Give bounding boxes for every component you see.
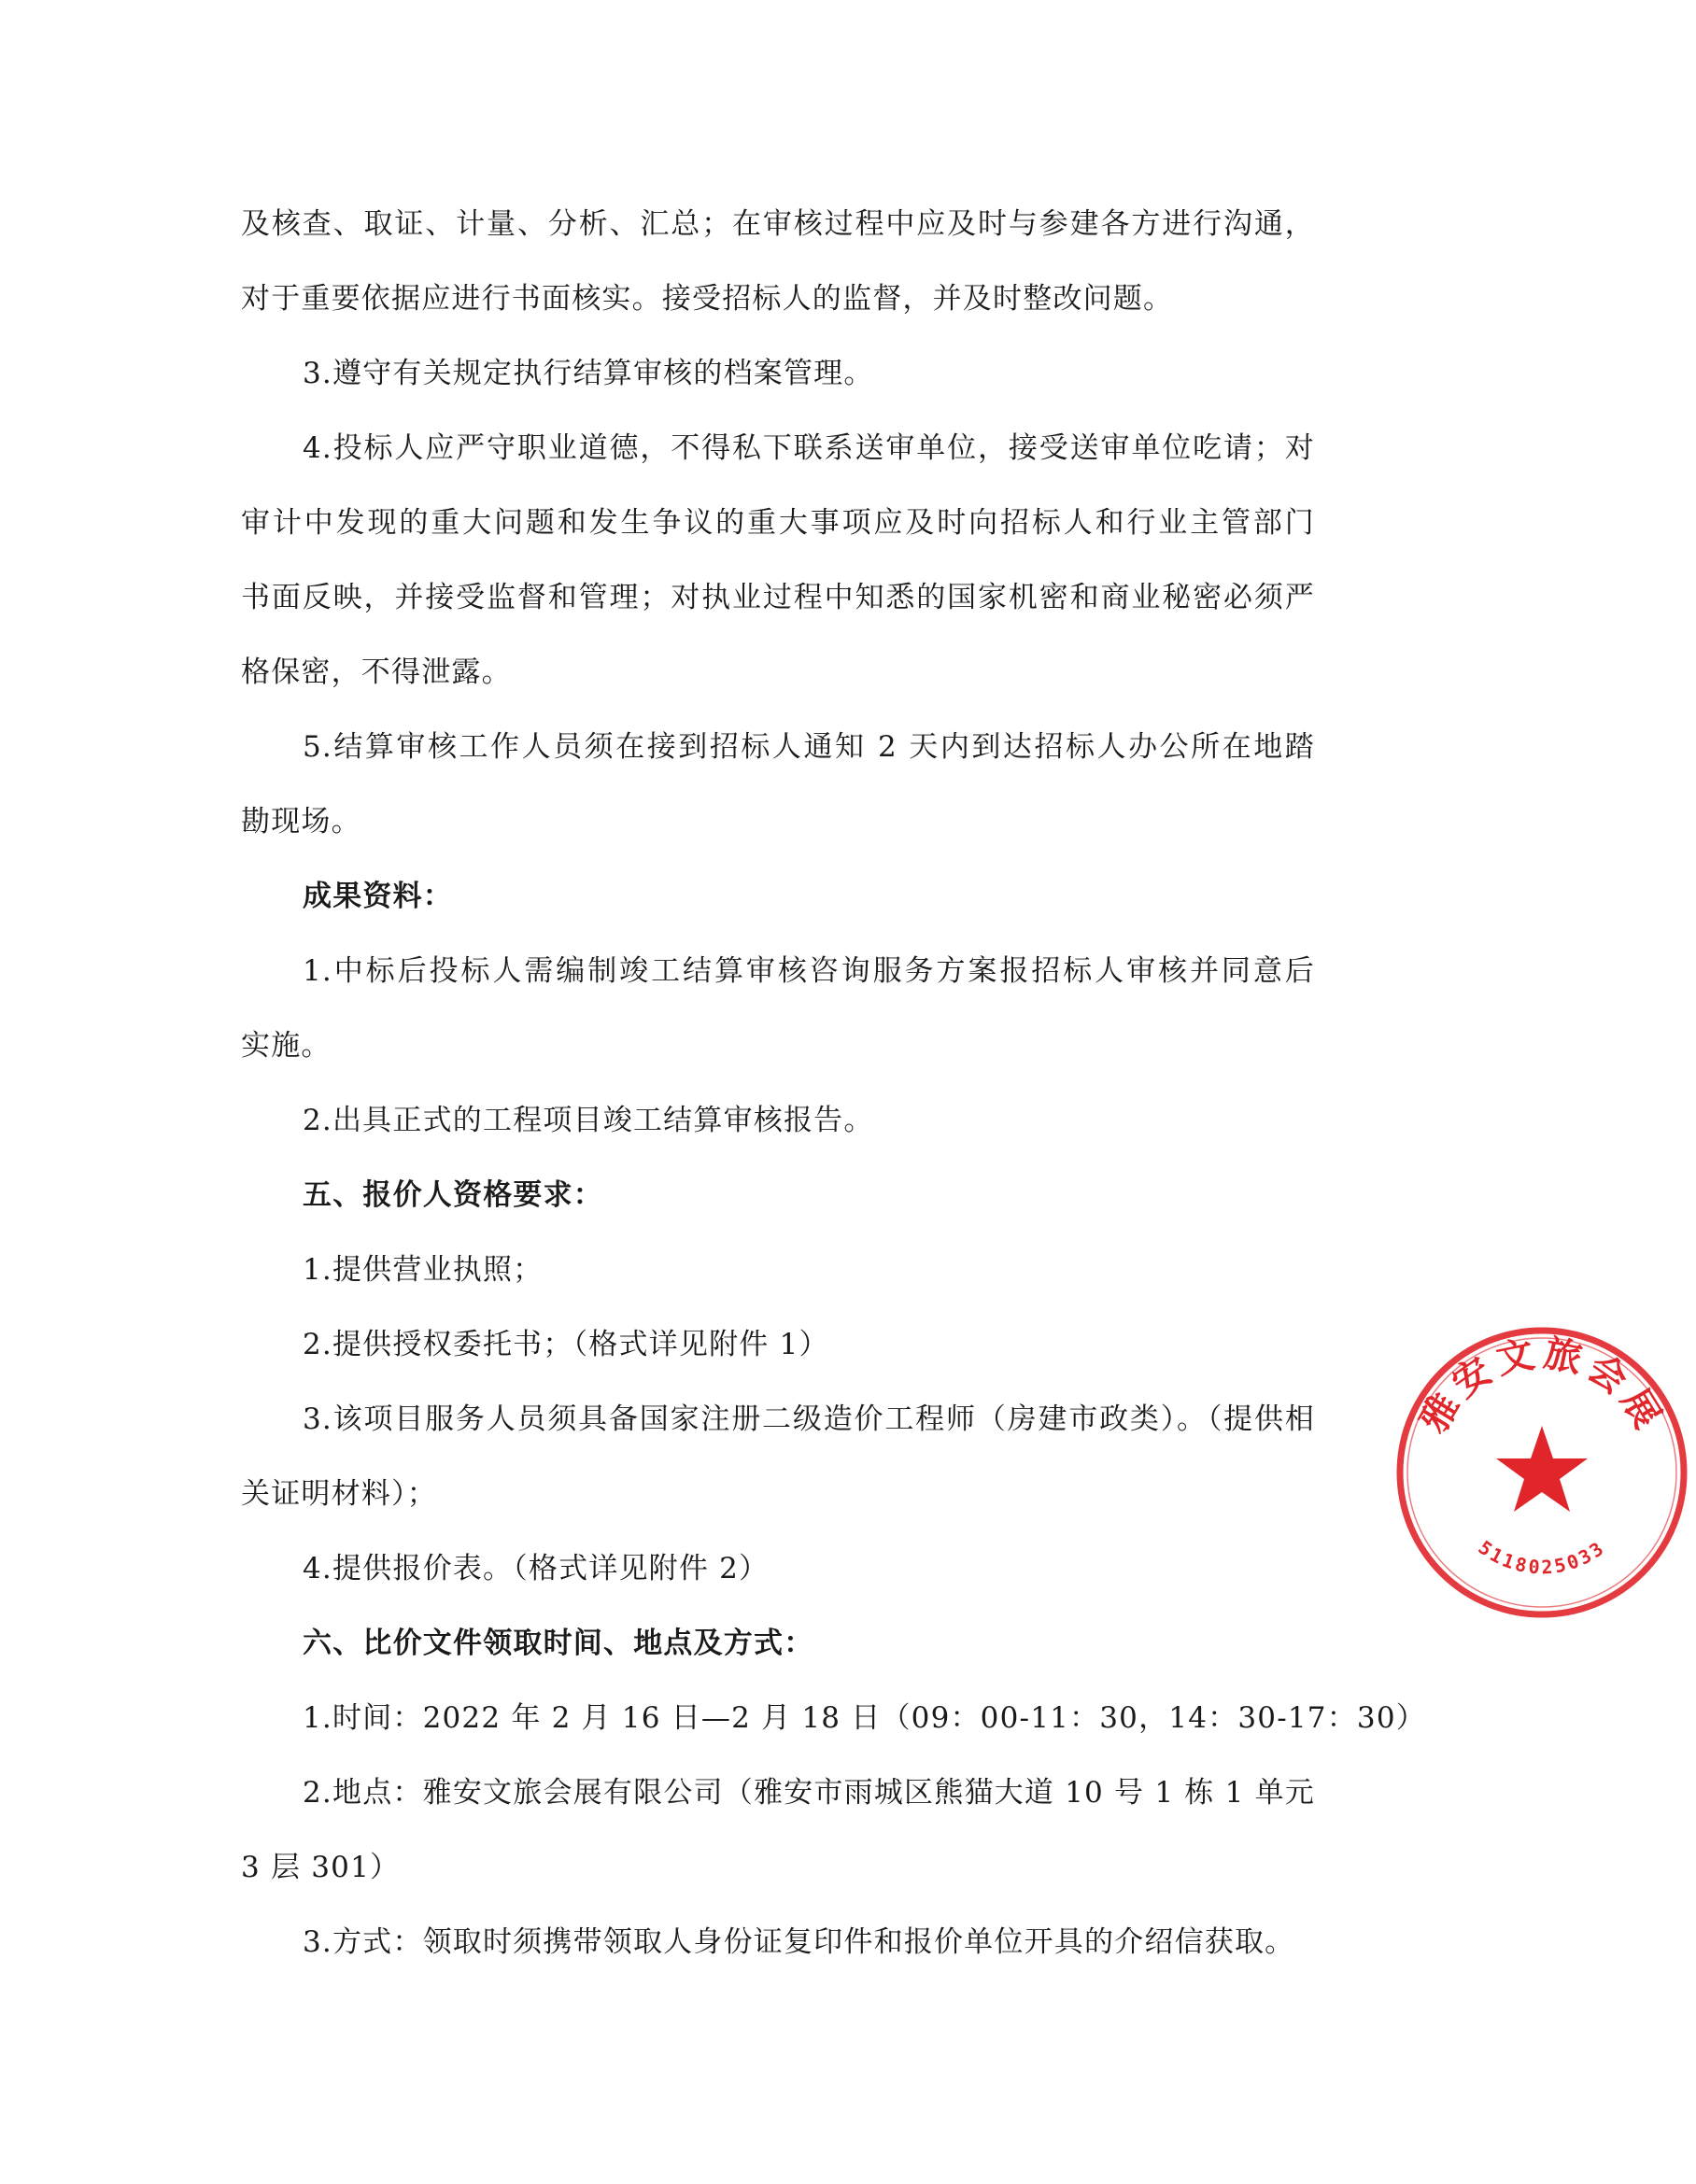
paragraph-line: 3.遵守有关规定执行结算审核的档案管理。 bbox=[303, 357, 874, 390]
section-heading: 五、报价人资格要求： bbox=[303, 1178, 603, 1212]
paragraph-line: 实施。 bbox=[241, 1029, 332, 1063]
paragraph-line: 书面反映，并接受监督和管理；对执业过程中知悉的国家机密和商业秘密必须严 bbox=[241, 581, 1315, 614]
paragraph-line: 2.地点：雅安文旅会展有限公司（雅安市雨城区熊猫大道 10 号 1 栋 1 单元 bbox=[303, 1776, 1315, 1810]
paragraph-line: 3.方式：领取时须携带领取人身份证复印件和报价单位开具的介绍信获取。 bbox=[303, 1925, 1295, 1959]
paragraph-line: 2.出具正式的工程项目竣工结算审核报告。 bbox=[303, 1104, 874, 1137]
company-seal bbox=[1388, 1318, 1696, 1627]
paragraph-line: 1.提供营业执照； bbox=[303, 1253, 544, 1287]
paragraph-line: 3.该项目服务人员须具备国家注册二级造价工程师（房建市政类）。（提供相 bbox=[303, 1402, 1315, 1436]
seal-stamp-icon bbox=[1388, 1318, 1696, 1627]
paragraph-line: 勘现场。 bbox=[241, 805, 361, 838]
paragraph-line: 审计中发现的重大问题和发生争议的重大事项应及时向招标人和行业主管部门 bbox=[241, 506, 1315, 540]
paragraph-line: 关证明材料）； bbox=[241, 1477, 437, 1511]
paragraph-line: 对于重要依据应进行书面核实。接受招标人的监督，并及时整改问题。 bbox=[241, 282, 1174, 316]
paragraph-line: 及核查、取证、计量、分析、汇总；在审核过程中应及时与参建各方进行沟通， bbox=[241, 207, 1315, 241]
paragraph-line: 1.时间：2022 年 2 月 16 日—2 月 18 日（09：00-11：30，14：30-17：30） bbox=[303, 1701, 1426, 1735]
svg-text:5118025033: 5118025033 bbox=[1474, 1535, 1610, 1579]
paragraph-line: 格保密，不得泄露。 bbox=[241, 655, 512, 689]
svg-text:雅安文旅会展: 雅安文旅会展 bbox=[1411, 1331, 1673, 1441]
paragraph-line: 5.结算审核工作人员须在接到招标人通知 2 天内到达招标人办公所在地踏 bbox=[303, 730, 1315, 764]
paragraph-line: 1.中标后投标人需编制竣工结算审核咨询服务方案报招标人审核并同意后 bbox=[303, 954, 1315, 988]
paragraph-line: 2.提供授权委托书；（格式详见附件 1） bbox=[303, 1328, 829, 1361]
section-heading: 成果资料： bbox=[303, 880, 453, 913]
paragraph-line: 4.投标人应严守职业道德，不得私下联系送审单位，接受送审单位吃请；对 bbox=[303, 431, 1315, 465]
seal-star-icon bbox=[1496, 1426, 1588, 1512]
paragraph-line: 4.提供报价表。（格式详见附件 2） bbox=[303, 1552, 770, 1585]
paragraph-line: 3 层 301） bbox=[241, 1851, 401, 1884]
section-heading: 六、比价文件领取时间、地点及方式： bbox=[303, 1627, 814, 1660]
